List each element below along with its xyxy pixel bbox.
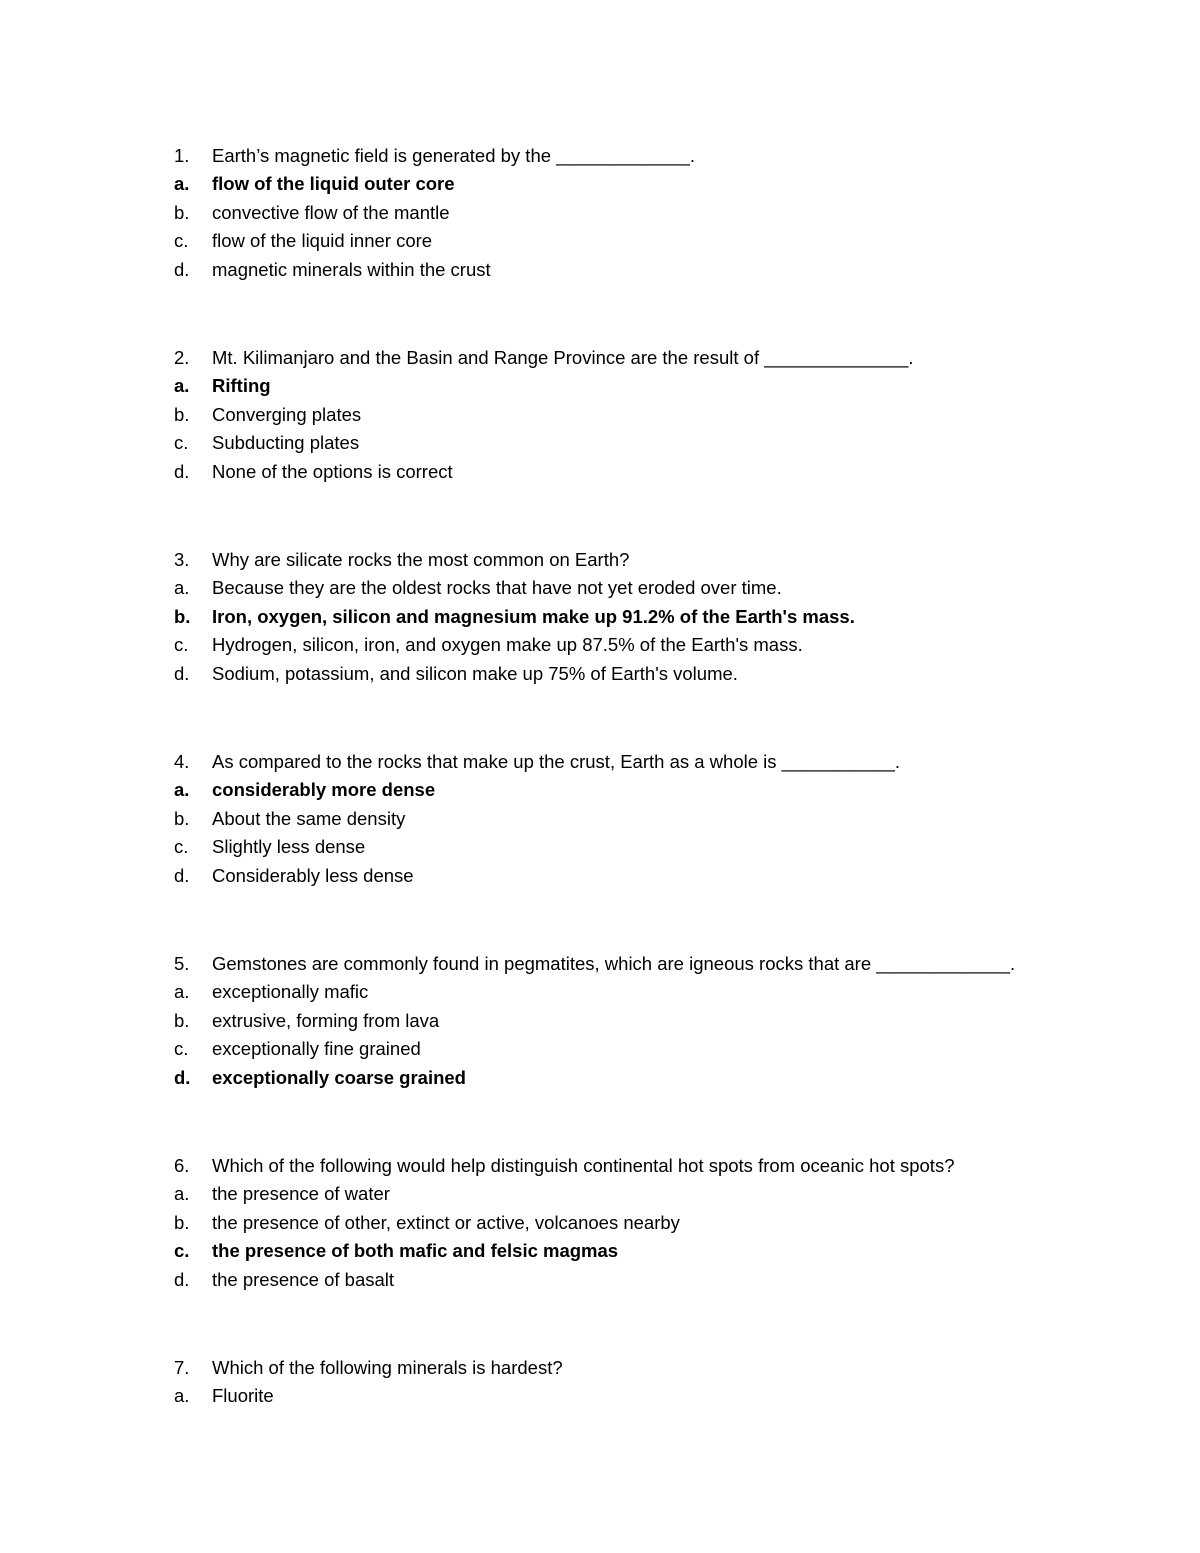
question-2 [174,344,1134,486]
question-text: Gemstones are commonly found in pegmatites, which are igneous rocks that are _____________. [212,953,1016,974]
option-b [174,401,1134,429]
option-letter: c. [174,432,189,454]
option-b [174,805,1134,833]
option-text: Iron, oxygen, silicon and magnesium make up 91.2% of the Earth's mass. [212,605,855,627]
question-text: Mt. Kilimanjaro and the Basin and Range Province are the result of ______________. [212,347,914,368]
question-number: 6. [174,1155,190,1176]
option-letter: d. [174,1066,191,1088]
option-text: extrusive, forming from lava [212,1009,440,1031]
option-text: Subducting plates [212,432,360,454]
option-d [174,458,1134,486]
question-line [174,344,1134,372]
option-a [174,776,1134,804]
option-text: the presence of basalt [212,1268,395,1290]
option-letter: a. [174,173,190,195]
question-4 [174,748,1134,890]
option-text: the presence of water [212,1183,390,1205]
option-d [174,660,1134,688]
question-line [174,950,1134,978]
option-text: None of the options is correct [212,460,453,482]
option-letter: d. [174,460,190,482]
option-text: the presence of both mafic and felsic magmas [212,1240,619,1262]
option-letter: b. [174,1009,190,1031]
option-letter: a. [174,1183,190,1205]
option-text: Converging plates [212,403,362,425]
option-letter: a. [174,577,190,599]
question-number: 3. [174,549,190,570]
question-3 [174,546,1134,688]
option-text: Considerably less dense [212,864,414,886]
option-text: considerably more dense [212,779,436,801]
option-d [174,1266,1134,1294]
option-d [174,1064,1134,1092]
question-number: 4. [174,751,190,772]
option-letter: c. [174,1240,190,1262]
option-letter: d. [174,864,190,886]
option-letter: d. [174,662,190,684]
option-letter: b. [174,1211,190,1233]
option-b [174,603,1134,631]
question-text: Earth’s magnetic field is generated by the _____________. [212,145,696,166]
option-letter: a. [174,779,190,801]
option-a [174,574,1134,602]
option-text: exceptionally coarse grained [212,1066,466,1088]
question-text: As compared to the rocks that make up the crust, Earth as a whole is ___________. [212,751,900,772]
question-line [174,1152,1134,1180]
option-letter: a. [174,981,190,1003]
option-text: the presence of other, extinct or active, volcanoes nearby [212,1211,680,1233]
question-text: Why are silicate rocks the most common on Earth? [212,549,630,570]
option-letter: c. [174,230,189,252]
option-text: Rifting [212,375,271,397]
option-a [174,1382,1134,1410]
option-c [174,1035,1134,1063]
option-text: About the same density [212,807,406,829]
question-text: Which of the following would help distinguish continental hot spots from oceanic hot spots? [212,1155,955,1176]
option-text: exceptionally mafic [212,981,369,1003]
option-letter: d. [174,258,190,280]
option-text: Slightly less dense [212,836,366,858]
option-c [174,429,1134,457]
option-text: Because they are the oldest rocks that have not yet eroded over time. [212,577,782,599]
option-letter: a. [174,375,190,397]
option-letter: c. [174,1038,189,1060]
option-a [174,372,1134,400]
option-letter: c. [174,634,189,656]
option-text: flow of the liquid outer core [212,173,455,195]
option-b [174,1209,1134,1237]
option-text: Fluorite [212,1385,274,1407]
option-c [174,227,1134,255]
question-number: 2. [174,347,190,368]
option-b [174,1007,1134,1035]
option-a [174,978,1134,1006]
question-number: 5. [174,953,190,974]
option-letter: b. [174,807,190,829]
question-line [174,142,1134,170]
question-line [174,546,1134,574]
option-a [174,170,1134,198]
question-7 [174,1354,1134,1411]
option-c [174,833,1134,861]
option-letter: b. [174,605,191,627]
option-letter: b. [174,201,190,223]
option-letter: a. [174,1385,190,1407]
option-text: Hydrogen, silicon, iron, and oxygen make up 87.5% of the Earth's mass. [212,634,803,656]
option-text: convective flow of the mantle [212,201,450,223]
question-text: Which of the following minerals is hardest? [212,1357,563,1378]
option-c [174,631,1134,659]
question-6 [174,1152,1134,1294]
option-text: Sodium, potassium, and silicon make up 75% of Earth's volume. [212,662,738,684]
option-d [174,256,1134,284]
question-number: 7. [174,1357,190,1378]
option-a [174,1180,1134,1208]
option-text: exceptionally fine grained [212,1038,421,1060]
question-1 [174,142,1134,284]
option-text: flow of the liquid inner core [212,230,433,252]
question-line [174,748,1134,776]
option-d [174,862,1134,890]
option-text: magnetic minerals within the crust [212,258,491,280]
option-letter: b. [174,403,190,425]
question-line [174,1354,1134,1382]
option-letter: d. [174,1268,190,1290]
option-c [174,1237,1134,1265]
option-letter: c. [174,836,189,858]
option-b [174,199,1134,227]
question-5 [174,950,1134,1092]
question-number: 1. [174,145,190,166]
